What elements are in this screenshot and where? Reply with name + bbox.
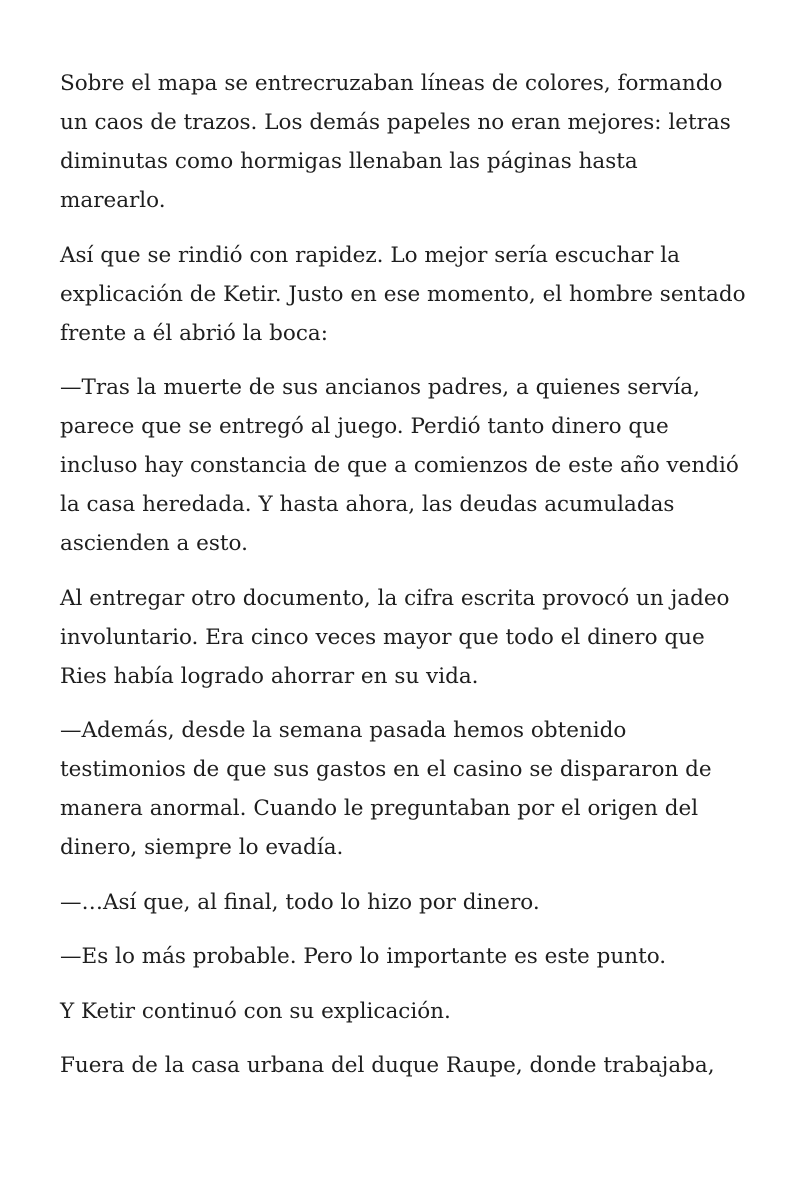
paragraph-6: —…Así que, al final, todo lo hizo por dinero. xyxy=(60,889,540,915)
paragraph-3: —Tras la muerte de sus ancianos padres, a quienes servía, parece que se entregó al juego. Perdió tanto dinero que incluso hay constancia de que a comienzos de este año vendió la casa heredada. Y hasta ahora, las deudas acumuladas ascienden a esto. xyxy=(60,375,739,556)
document-body xyxy=(60,64,750,1101)
paragraph-9: Fuera de la casa urbana del duque Raupe, donde trabajaba, xyxy=(60,1053,715,1078)
paragraph-1: Sobre el mapa se entrecruzaban líneas de colores, formando un caos de trazos. Los demás papeles no eran mejores: letras diminutas como hormigas llenaban las páginas hasta marearlo. xyxy=(60,71,731,213)
paragraph-2: Así que se rindió con rapidez. Lo mejor sería escuchar la explicación de Ketir. Justo en ese momento, el hombre sentado frente a él abrió la boca: xyxy=(60,242,746,346)
paragraph-5: —Además, desde la semana pasada hemos obtenido testimonios de que sus gastos en el casino se dispararon de manera anormal. Cuando le preguntaban por el origen del dinero, siempre lo evadía. xyxy=(60,718,712,860)
paragraph-8: Y Ketir continuó con su explicación. xyxy=(60,998,451,1024)
paragraph-4: Al entregar otro documento, la cifra escrita provocó un jadeo involuntario. Era cinco veces mayor que todo el dinero que Ries había logrado ahorrar en su vida. xyxy=(60,585,730,689)
paragraph-7: —Es lo más probable. Pero lo importante es este punto. xyxy=(60,944,667,969)
